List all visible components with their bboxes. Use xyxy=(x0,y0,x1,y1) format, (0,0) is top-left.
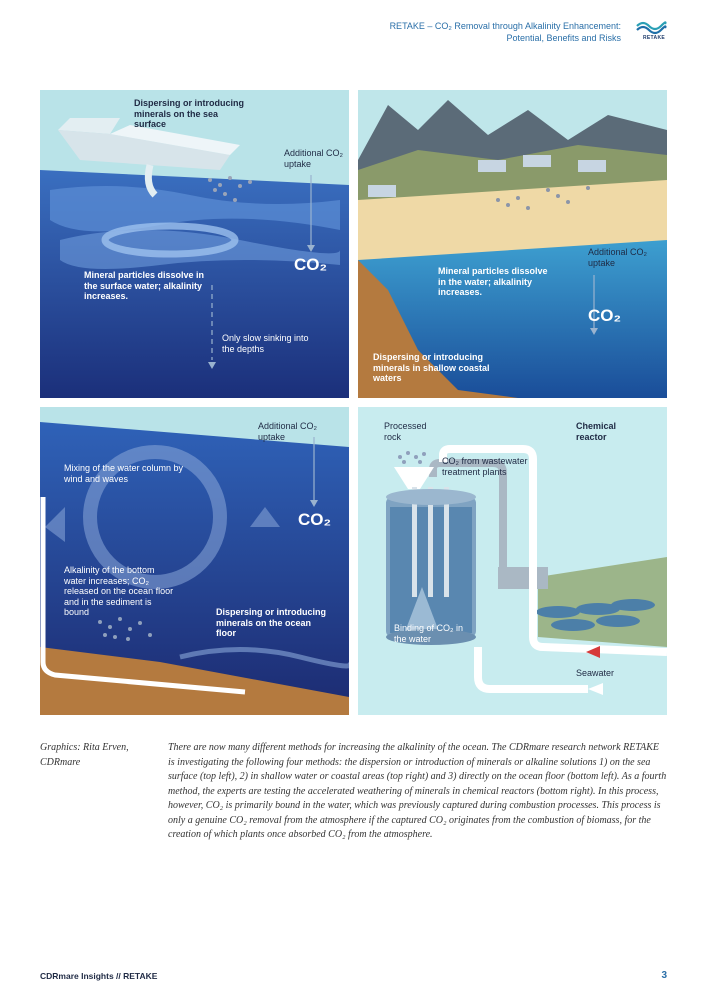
co2-label: CO₂ xyxy=(588,306,622,325)
illustration-chemical-reactor xyxy=(358,407,667,715)
header-line-1: RETAKE – CO₂ Removal through Alkalinity Enhancement: xyxy=(389,21,621,31)
illustration-ocean-floor xyxy=(40,407,349,715)
uptake-label: Additional CO₂ uptake xyxy=(284,148,344,169)
ocean-floor-graphic xyxy=(40,407,349,715)
uptake-label: Additional CO₂ uptake xyxy=(588,247,648,268)
co2-label: CO₂ xyxy=(294,255,328,274)
title-label: Dispersing or introducing minerals on the ocean floor xyxy=(216,607,327,638)
sinking-label: Only slow sinking into the depths xyxy=(222,333,309,354)
figure-caption: There are now many different methods for increasing the alkalinity of the ocean. The CDRmare research network RETAKE is investigating the following four methods: the dispersion or introduction of minerals or alkaline solutions 1) on the sea surface (top left), 2) in shallow water or coastal areas (top right) and 3) directly on the ocean floor (bottom left). As a fourth method, the experts are testing the accelerated weathering of minerals in chemical reactors (bottom right). In this process, however, CO₂ is primarily bound in the water, which was previously captured during combustion processes. This process is only a genuine CO₂ removal from the atmosphere if the captured CO₂ originates from the combustion of biomass, for the creation of which plants once absorbed CO₂ from the atmosphere. xyxy=(168,742,667,840)
illustration-coastal-waters xyxy=(358,90,667,398)
retake-logo-icon xyxy=(635,18,667,46)
bottom-water-label: Alkalinity of the bottom water increases; CO₂ released on the ocean floor and in the sediment is bound xyxy=(64,565,174,617)
co2-label: CO₂ xyxy=(298,510,332,529)
title-label: Dispersing or introducing minerals in shallow coastal waters xyxy=(373,352,490,383)
mixing-label: Mixing of the water column by wind and waves xyxy=(64,463,184,484)
wastewater-label: CO₂ from wastewater treatment plants xyxy=(442,456,528,477)
uptake-label: Additional CO₂ uptake xyxy=(258,421,318,442)
reactor-label: Chemical reactor xyxy=(576,421,617,442)
logo-text: RETAKE xyxy=(643,35,665,41)
running-header xyxy=(390,20,621,44)
dissolve-label: Mineral particles dissolve in the water; alkalinity increases. xyxy=(438,266,548,297)
graphics-credit: Graphics: Rita Erven, CDRmare xyxy=(40,742,129,768)
seawater-label: Seawater xyxy=(576,668,615,678)
title-label: Dispersing or introducing minerals on the sea surface xyxy=(134,98,245,129)
footer-text: CDRmare Insights // RETAKE xyxy=(40,971,158,981)
rock-label: Processed rock xyxy=(384,421,427,442)
header-line-2: Potential, Benefits and Risks xyxy=(506,33,621,43)
dissolve-label: Mineral particles dissolve in the surface water; alkalinity increases. xyxy=(84,270,205,301)
illustration-sea-surface xyxy=(40,90,349,398)
page-number: 3 xyxy=(661,970,667,981)
binding-label: Binding of CO₂ in the water xyxy=(394,623,464,644)
